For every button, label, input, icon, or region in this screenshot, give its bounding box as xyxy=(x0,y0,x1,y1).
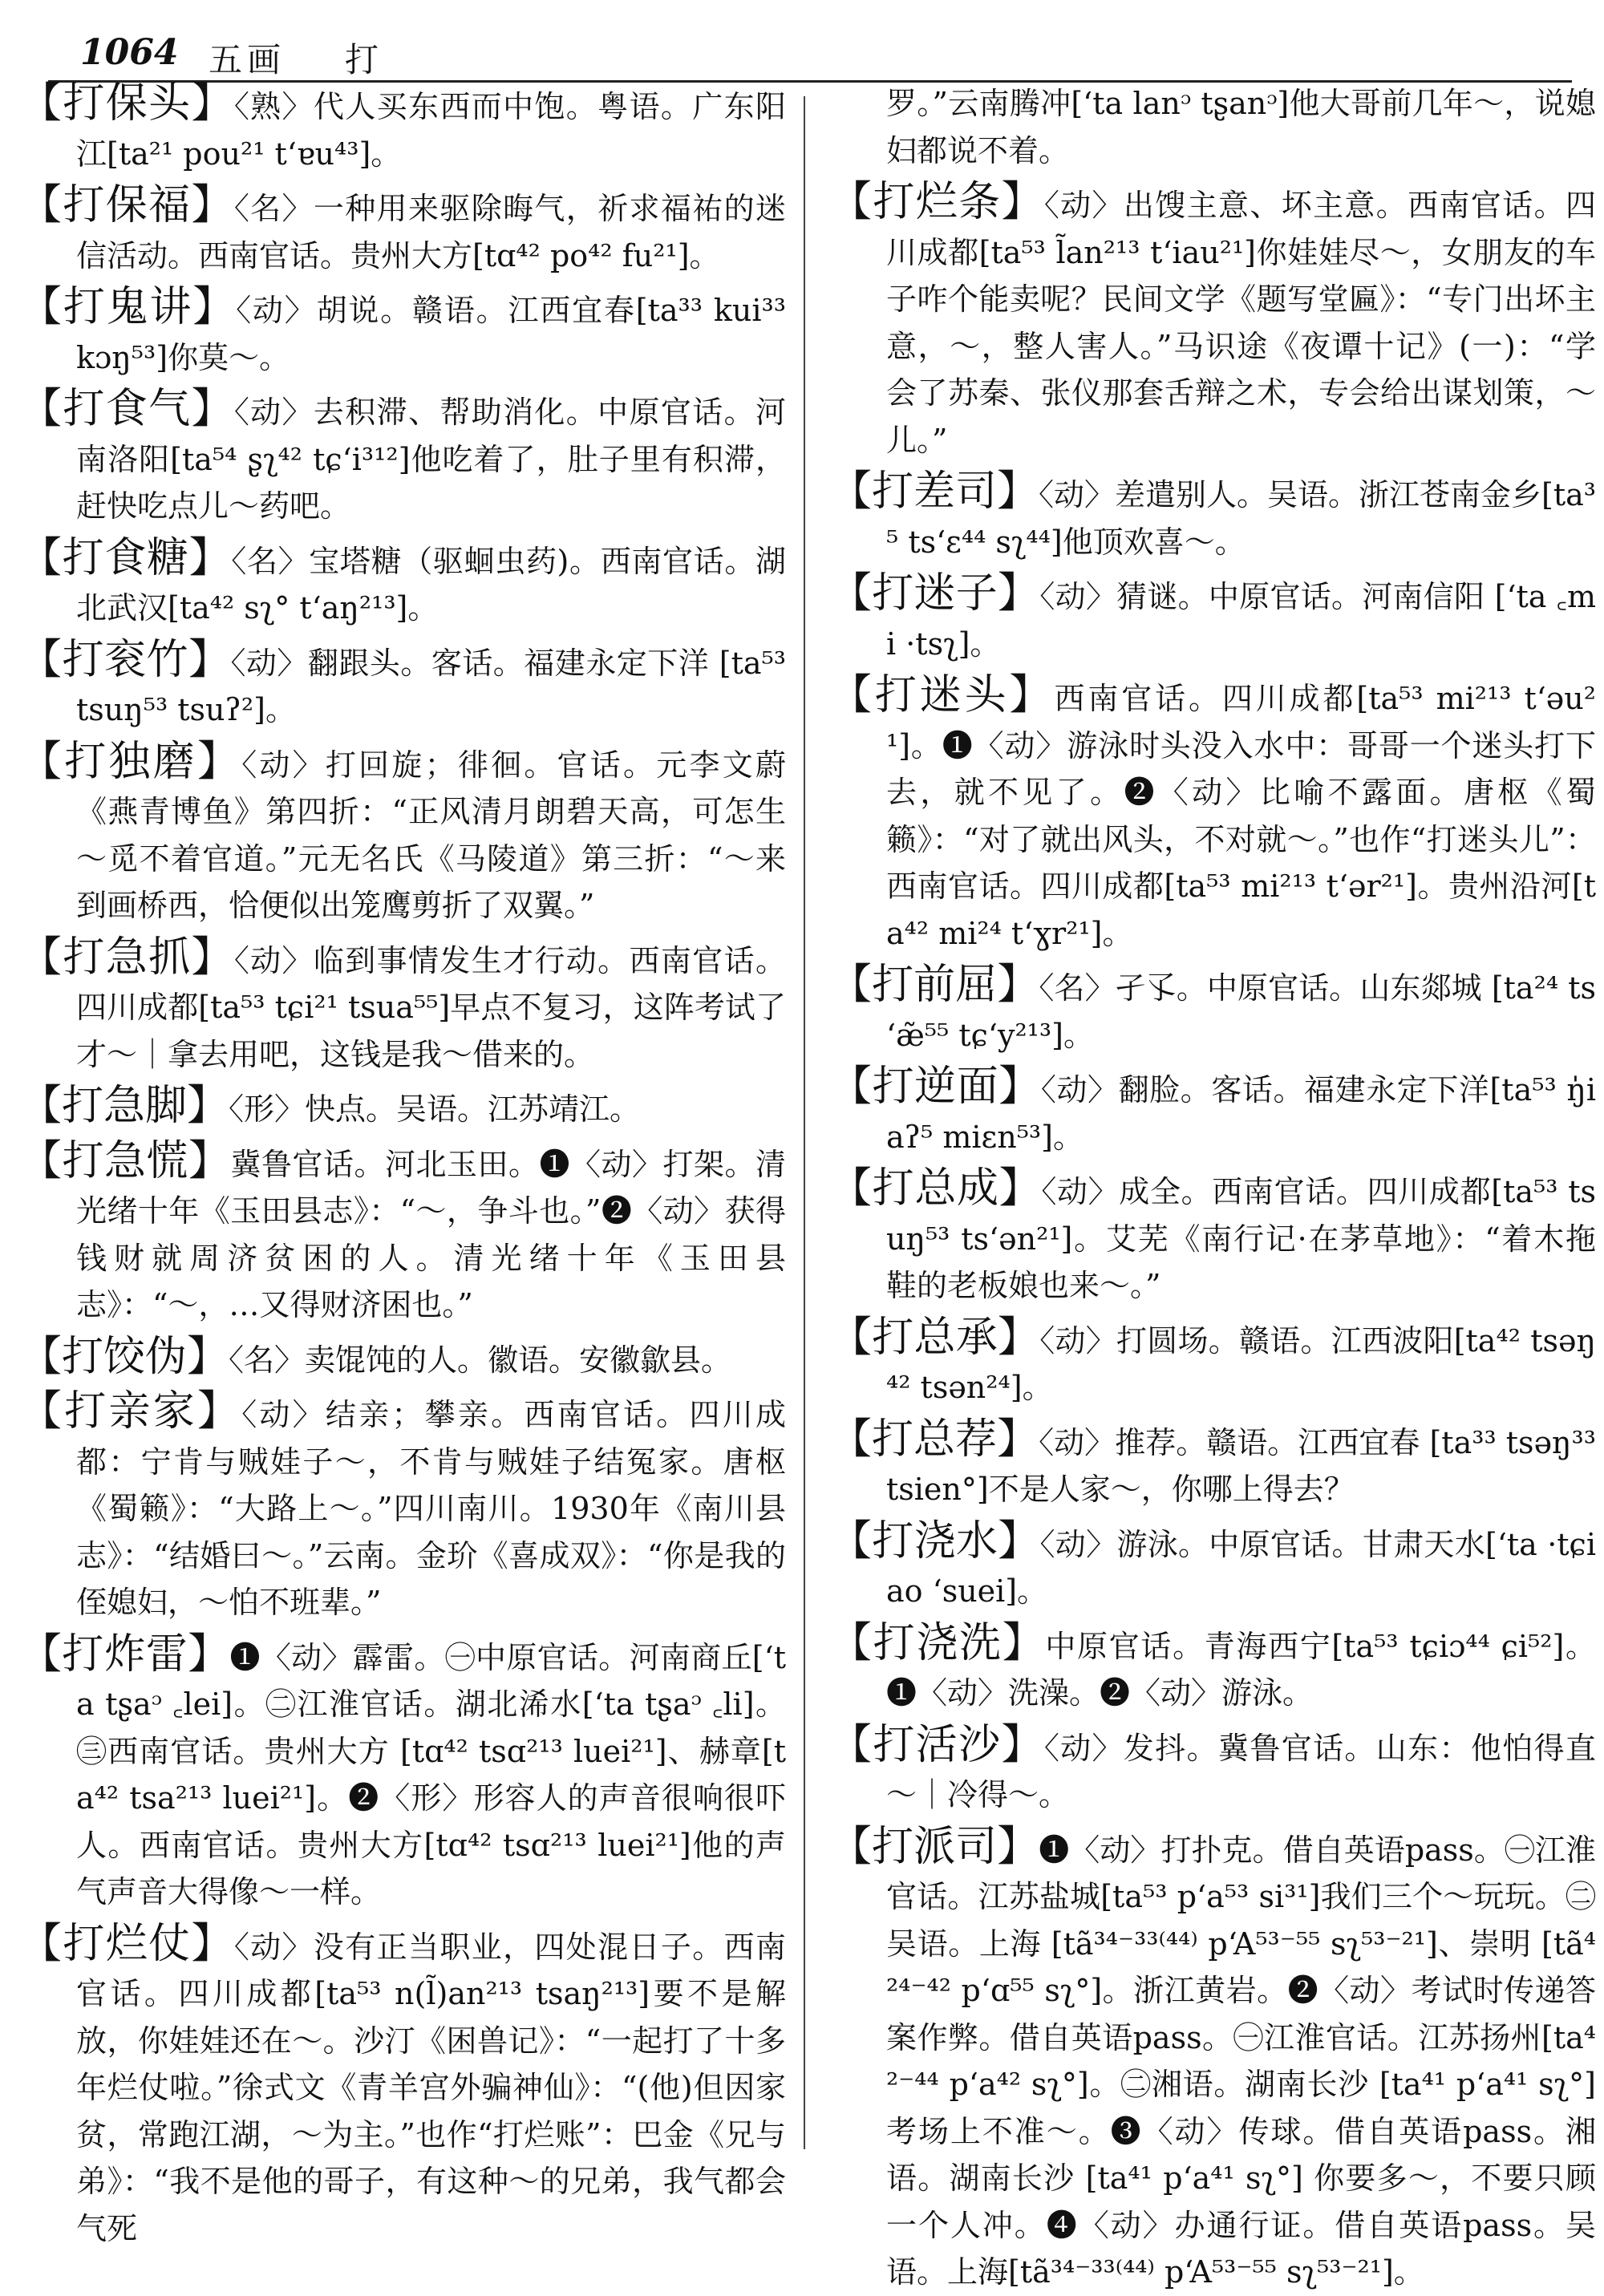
entry-definition: 〈动〉翻跟头。客话。福建永定下洋 [ta⁵³ tsuŋ⁵³ tsuʔ²]。 xyxy=(76,645,786,727)
entry-headword: 【打保福】 xyxy=(20,181,234,229)
dictionary-entry xyxy=(826,962,1596,1059)
dictionary-entry xyxy=(826,1165,1596,1310)
dictionary-entry xyxy=(16,80,786,177)
dictionary-entry xyxy=(16,1388,786,1626)
entry-headword: 【打迷头】 xyxy=(830,671,1055,719)
entry-definition: 罗。”云南腾冲[ʻta lanᵓ tʂanᵓ]他大哥前几年～，说媳妇都说不着。 xyxy=(886,86,1596,168)
dictionary-entry xyxy=(826,1416,1596,1513)
entry-headword: 【打急抓】 xyxy=(20,933,234,982)
entry-definition: 〈名〉卖馄饨的人。徽语。安徽歙县。 xyxy=(229,1342,732,1378)
entry-definition: ❶〈动〉打扑克。借自英语pass。㊀江淮官话。江苏盐城[ta⁵³ pʻa⁵³ si³¹]我们三个～玩玩。㊁吴语。上海 [tã³⁴⁻³³⁽⁴⁴⁾ pʻA⁵³⁻⁵⁵ sʅ⁵³⁻²¹]、崇明 [tã⁴²⁴⁻⁴² pʻɑ⁵⁵ sʅ°]。浙江黄岩。❷〈动〉考试时传递答案作弊。借自英语pass。㊀江淮官话。江苏扬州[ta⁴²⁻⁴⁴ pʻa⁴² sʅ°]。㊁湘语。湖南长沙 [ta⁴¹ pʻa⁴¹ sʅ°]考场上不准～。❸〈动〉传球。借自英语pass。湘语。湖南长沙 [ta⁴¹ pʻa⁴¹ sʅ°] 你要多～，不要只顾一个人冲。❹〈动〉办通行证。借自英语pass。吴语。上海[tã³⁴⁻³³⁽⁴⁴⁾ pʻA⁵³⁻⁵⁵ sʅ⁵³⁻²¹]。 xyxy=(886,1832,1596,2290)
entry-headword: 【打总荐】 xyxy=(830,1415,1039,1464)
entry-headword: 【打前屈】 xyxy=(830,961,1039,1009)
entry-headword: 【打炸雷】 xyxy=(20,1630,230,1678)
entry-definition: 〈形〉快点。吴语。江苏靖江。 xyxy=(229,1091,641,1127)
entry-definition: 〈动〉翻脸。客话。福建永定下洋[ta⁵³ ŋ̍iaʔ⁵ miɛn⁵³]。 xyxy=(886,1072,1596,1155)
entry-headword: 【打差司】 xyxy=(830,468,1039,516)
entry-definition: 〈动〉打圆场。赣语。江西波阳[ta⁴² tsəŋ⁴² tsən²⁴]。 xyxy=(886,1322,1596,1405)
entry-definition: 西南官话。四川成都[ta⁵³ mi²¹³ tʻəu²¹]。❶〈动〉游泳时头没入水中：哥哥一个迷头打下去，就不见了。❷〈动〉比喻不露面。唐枢《蜀籁》：“对了就出风头，不对就～。”也作“打迷头儿”：西南官话。四川成都[ta⁵³ mi²¹³ tʻər²¹]。贵州沿河[ta⁴² mi²⁴ tʻɣr²¹]。 xyxy=(886,681,1596,951)
entry-headword: 【打保头】 xyxy=(20,79,234,128)
radical-char: 打 xyxy=(345,40,379,79)
dictionary-entry xyxy=(826,1518,1596,1615)
entry-definition: 〈动〉临到事情发生才行动。西南官话。四川成都[ta⁵³ tɕi²¹ tsua⁵⁵]早点不复习，这阵考试了才～｜拿去用吧，这钱是我～借来的。 xyxy=(76,942,786,1072)
dictionary-entry xyxy=(826,672,1596,957)
dictionary-entry xyxy=(16,535,786,632)
entry-headword: 【打饺伪】 xyxy=(20,1332,229,1381)
dictionary-entry xyxy=(16,1138,786,1329)
dictionary-entry xyxy=(16,1083,786,1133)
entry-headword: 【打派司】 xyxy=(830,1822,1039,1871)
dictionary-entry xyxy=(16,1334,786,1384)
entry-headword: 【打逆面】 xyxy=(830,1063,1041,1111)
dictionary-entry xyxy=(826,80,1596,174)
entry-headword: 【打急脚】 xyxy=(20,1082,229,1130)
entry-definition: 〈动〉差遣别人。吴语。浙江苍南金乡[ta³⁵ tsʻɛ⁴⁴ sʅ⁴⁴]他顶欢喜～。 xyxy=(886,477,1597,560)
entry-headword: 【打亲家】 xyxy=(20,1387,242,1436)
entry-headword: 【打独磨】 xyxy=(20,737,242,786)
entry-headword: 【打活沙】 xyxy=(830,1720,1044,1769)
page-number: 1064 xyxy=(80,32,179,73)
dictionary-entry xyxy=(16,934,786,1079)
entry-headword: 【打迷子】 xyxy=(830,569,1040,618)
dictionary-entry xyxy=(826,1722,1596,1819)
entry-definition: 〈动〉成全。西南官话。四川成都[ta⁵³ tsuŋ⁵³ tsʻən²¹]。艾芜《南行记·在茅草地》：“着木拖鞋的老板娘也来～。” xyxy=(886,1174,1596,1303)
entry-headword: 【打食糖】 xyxy=(20,533,232,582)
dictionary-entry xyxy=(16,284,786,381)
dictionary-entry xyxy=(16,637,786,734)
dictionary-entry xyxy=(826,1063,1596,1160)
entry-headword: 【打烂条】 xyxy=(830,178,1044,226)
dictionary-entry xyxy=(826,1620,1596,1717)
column-divider xyxy=(804,96,805,2149)
page-header xyxy=(48,22,1572,83)
entry-headword: 【打食气】 xyxy=(20,385,234,433)
dictionary-entry xyxy=(16,1631,786,1916)
entry-definition: 〈动〉没有正当职业，四处混日子。西南官话。四川成都[ta⁵³ n(l̃)an²¹³ tsaŋ²¹³]要不是解放，你娃娃还在～。沙汀《困兽记》：“一起打了十多年烂仗啦。”徐式文《青羊宫外骗神仙》：“(他)但因家贫，常跑江湖，～为主。”也作“打烂账”：巴金《兄与弟》：“我不是他的哥子，有这种～的兄弟，我气都会气死 xyxy=(76,1929,786,2246)
dictionary-entry xyxy=(16,739,786,929)
entry-definition: 〈动〉去积滞、帮助消化。中原官话。河南洛阳[ta⁵⁴ ʂʅ⁴² tɕʻi³¹²]他吃着了，肚子里有积滞，赶快吃点儿～药吧。 xyxy=(76,395,786,524)
entry-definition: 〈动〉胡说。赣语。江西宜春[ta³³ kui³³ kɔŋ⁵³]你莫～。 xyxy=(76,293,786,375)
entry-headword: 【打浇水】 xyxy=(830,1516,1040,1565)
entry-definition: 中原官话。青海西宁[ta⁵³ tɕiɔ⁴⁴ ɕi⁵²]。❶〈动〉洗澡。❷〈动〉游泳。 xyxy=(886,1628,1596,1711)
right-column xyxy=(826,80,1597,2290)
dictionary-entry xyxy=(16,182,786,279)
entry-definition: ❶〈动〉霹雷。㊀中原官话。河南商丘[ʻta tʂaᵓ ꜀lei]。㊁江淮官话。湖北浠水[ʻta tʂaᵓ ꜀li]。㊂西南官话。贵州大方 [tɑ⁴² tsɑ²¹³ luei²¹]、赫章[ta⁴² tsa²¹³ luei²¹]。❷〈形〉形容人的声音很响很吓人。西南官话。贵州大方[tɑ⁴² tsɑ²¹³ luei²¹]他的声气声音大得像～一样。 xyxy=(76,1639,786,1909)
entry-headword: 【打总承】 xyxy=(830,1313,1040,1362)
entry-definition: 〈动〉推荐。赣语。江西宜春 [ta³³ tsəŋ³³ tsien°]不是人家～，你哪上得去？ xyxy=(886,1424,1596,1507)
entry-definition: 〈动〉结亲；攀亲。西南官话。四川成都：宁肯与贼娃子～，不肯与贼娃子结冤家。唐枢《蜀籁》：“大路上～。”四川南川。1930年《南川县志》：“结婚曰～。”云南。金玠《喜成双》：“你是我的侄媳妇，～怕不班辈。” xyxy=(76,1397,786,1620)
entry-definition: 〈动〉游泳。中原官话。甘肃天水[ʻta ·tɕiao ʻsuei]。 xyxy=(886,1526,1596,1609)
dictionary-entry xyxy=(826,1314,1596,1411)
section-title: 五画 xyxy=(209,40,286,79)
entry-definition: 〈动〉打回旋；徘徊。官话。元李文蔚《燕青博鱼》第四折：“正风清月朗碧天高，可怎生～觅不着官道。”元无名氏《马陵道》第三折：“～来到画桥西，恰便似出笼鹰剪折了双翼。” xyxy=(76,747,786,923)
entry-headword: 【打鬼讲】 xyxy=(20,283,237,331)
dictionary-entry xyxy=(16,1921,786,2253)
entry-headword: 【打总成】 xyxy=(830,1164,1042,1213)
entry-headword: 【打急慌】 xyxy=(20,1136,231,1185)
entry-headword: 【打衮竹】 xyxy=(20,635,231,684)
entry-headword: 【打烂仗】 xyxy=(20,1919,234,1968)
left-column xyxy=(16,79,786,2246)
entry-definition: 〈动〉猜谜。中原官话。河南信阳 [ʻta ꜀mi ·tsʅ]。 xyxy=(886,579,1596,662)
entry-definition: 〈名〉宝塔糖（驱蛔虫药)。西南官话。湖北武汉[ta⁴² sʅ° tʻaŋ²¹³]。 xyxy=(76,543,786,626)
entry-headword: 【打浇洗】 xyxy=(830,1618,1046,1667)
dictionary-entry xyxy=(826,179,1596,464)
dictionary-entry xyxy=(826,468,1596,565)
entry-definition: 〈熟〉代人买东西而中饱。粤语。广东阳江[ta²¹ pou²¹ tʻɐu⁴³]。 xyxy=(76,89,786,172)
dictionary-entry xyxy=(826,1824,1596,2296)
entry-definition: 冀鲁官话。河北玉田。❶〈动〉打架。清光绪十年《玉田县志》：“～，争斗也。”❷〈动〉获得钱财就周济贫困的人。清光绪十年《玉田县志》：“～，…又得财济困也。” xyxy=(76,1146,786,1322)
dictionary-entry xyxy=(826,570,1596,667)
entry-definition: 〈名〉孑孓。中原官话。山东郯城 [ta²⁴ tsʻæ̃⁵⁵ tɕʻy²¹³]。 xyxy=(886,970,1596,1053)
entry-definition: 〈名〉一种用来驱除晦气，祈求福祐的迷信活动。西南官话。贵州大方[tɑ⁴² po⁴² fu²¹]。 xyxy=(76,191,786,273)
entry-definition: 〈动〉出馊主意、坏主意。西南官话。四川成都[ta⁵³ l̃an²¹³ tʻiau²¹]你娃娃尽～，女朋友的车子咋个能卖呢？民间文学《题写堂匾》：“专门出坏主意，～，整人害人。”马识途《夜谭十记》(一)：“学会了苏秦、张仪那套舌辩之术，专会给出谋划策，～儿。” xyxy=(886,188,1596,458)
dictionary-entry xyxy=(16,386,786,530)
entry-definition: 〈动〉发抖。冀鲁官话。山东：他怕得直～｜冷得～。 xyxy=(886,1730,1596,1812)
